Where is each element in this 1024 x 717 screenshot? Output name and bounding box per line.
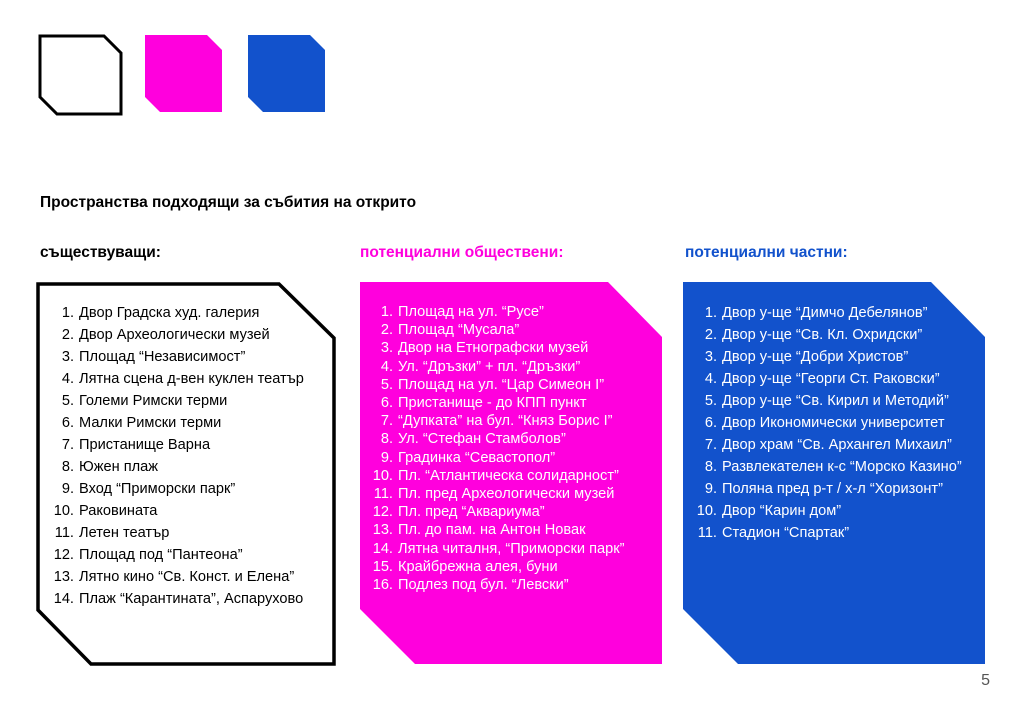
- list-item: [692, 500, 962, 522]
- blue-swatch: [248, 35, 326, 112]
- list-item: [692, 456, 962, 478]
- list-item-number: 4.: [380, 358, 393, 375]
- list-item: [50, 500, 304, 522]
- list-item-number: 11.: [54, 525, 74, 541]
- list-item-number: 3.: [380, 340, 393, 357]
- list-item: [368, 339, 625, 357]
- list-item-label: Южен плаж: [79, 459, 159, 475]
- list-item-label: Раковината: [79, 503, 158, 519]
- list-item-number: 9.: [61, 481, 74, 497]
- list-item-label: Двор у-ще “Димчо Дебелянов”: [722, 305, 928, 321]
- list-item: [368, 485, 625, 503]
- list-item-label: Двор у-ще “Св. Кл. Охридски”: [722, 327, 923, 343]
- list-item-label: Площад “Независимост”: [79, 349, 246, 365]
- list-item: [50, 456, 304, 478]
- list-item-number: 5.: [61, 393, 74, 409]
- list-item-number: 5.: [380, 376, 393, 393]
- page-heading: Пространства подходящи за събития на открито: [40, 194, 417, 211]
- list-item-number: 2.: [704, 327, 717, 343]
- list-item: [50, 412, 304, 434]
- list-item-number: 11.: [697, 525, 717, 541]
- list-item-number: 13.: [53, 569, 74, 585]
- list-item-number: 6.: [61, 415, 74, 431]
- existing-title: съществуващи:: [40, 244, 161, 261]
- list-item-label: Площад “Мусала”: [398, 322, 520, 339]
- list-item: [692, 368, 962, 390]
- private-list: [692, 302, 962, 544]
- list-item-label: Подлез под бул. “Левски”: [398, 577, 569, 594]
- existing-list: [50, 302, 304, 610]
- list-item: [50, 390, 304, 412]
- list-item: [50, 478, 304, 500]
- list-item-label: Ул. “Дръзки” + пл. “Дръзки”: [398, 358, 581, 375]
- list-item-number: 9.: [704, 481, 717, 497]
- list-item-label: Летен театър: [79, 525, 170, 541]
- list-item: [50, 434, 304, 456]
- list-item: [692, 434, 962, 456]
- list-item-number: 10.: [53, 503, 74, 519]
- list-item: [368, 467, 625, 485]
- list-item-label: Пл. “Атлантическа солидарност”: [398, 467, 619, 484]
- list-item-number: 7.: [61, 437, 74, 453]
- list-item: [368, 303, 625, 321]
- list-item: [368, 503, 625, 521]
- list-item-number: 3.: [61, 349, 74, 365]
- list-item-number: 8.: [380, 431, 393, 448]
- list-item: [368, 412, 625, 430]
- list-item-number: 4.: [704, 371, 717, 387]
- list-item-label: Поляна пред р-т / х-л “Хоризонт”: [722, 481, 943, 497]
- list-item-number: 2.: [61, 327, 74, 343]
- list-item: [50, 368, 304, 390]
- list-item: [50, 588, 304, 610]
- list-item-label: Вход “Приморски парк”: [79, 481, 236, 497]
- list-item-label: Градинка “Севастопол”: [398, 449, 556, 466]
- list-item-number: 7.: [704, 437, 717, 453]
- list-item-number: 14.: [53, 591, 74, 607]
- list-item-number: 1.: [61, 305, 74, 321]
- list-item-label: Двор храм “Св. Архангел Михаил”: [722, 437, 952, 453]
- list-item-label: Крайбрежна алея, буни: [398, 558, 558, 575]
- list-item-label: Пл. до пам. на Антон Новак: [398, 522, 586, 539]
- list-item-number: 3.: [704, 349, 717, 365]
- list-item-label: Пл. пред Археологически музей: [398, 486, 615, 503]
- list-item-number: 1.: [704, 305, 717, 321]
- list-item: [368, 394, 625, 412]
- list-item-number: 12.: [53, 547, 74, 563]
- list-item-label: Лятно кино “Св. Конст. и Елена”: [79, 569, 295, 585]
- list-item: [692, 522, 962, 544]
- list-item-label: Двор на Етнографски музей: [398, 340, 589, 357]
- magenta-swatch: [145, 35, 223, 112]
- list-item-number: 8.: [61, 459, 74, 475]
- list-item-number: 16.: [372, 577, 393, 594]
- list-item-label: Плаж “Карантината”, Аспарухово: [79, 591, 304, 607]
- list-item-label: Пристанище Варна: [79, 437, 211, 453]
- list-item-number: 6.: [380, 395, 393, 412]
- list-item-number: 5.: [704, 393, 717, 409]
- public-list: [368, 303, 625, 594]
- list-item: [368, 449, 625, 467]
- list-item-label: Големи Римски терми: [79, 393, 228, 409]
- list-item-number: 6.: [704, 415, 717, 431]
- list-item-label: Площад на ул. “Русе”: [398, 304, 544, 320]
- list-item: [368, 430, 625, 448]
- list-item-number: 7.: [380, 413, 393, 430]
- list-item-number: 15.: [372, 558, 393, 575]
- list-item-label: Двор Археологически музей: [79, 327, 270, 343]
- list-item: [692, 412, 962, 434]
- list-item: [50, 346, 304, 368]
- list-item: [368, 521, 625, 539]
- list-item-number: 2.: [380, 322, 393, 339]
- list-item-label: Пл. пред “Аквариума”: [398, 504, 545, 521]
- list-item-number: 1.: [380, 304, 393, 320]
- list-item: [368, 540, 625, 558]
- list-item: [50, 302, 304, 324]
- black-outline-swatch: [38, 34, 124, 116]
- list-item: [50, 544, 304, 566]
- list-item-label: Двор у-ще “Св. Кирил и Методий”: [722, 393, 949, 409]
- list-item-label: Площад под “Пантеона”: [79, 547, 243, 563]
- list-item: [692, 346, 962, 368]
- list-item: [368, 376, 625, 394]
- list-item-label: Лятна читалня, “Приморски парк”: [398, 540, 625, 557]
- list-item: [368, 321, 625, 339]
- list-item: [50, 324, 304, 346]
- list-item-label: “Дупката” на бул. “Княз Борис I”: [398, 413, 613, 430]
- private-title: потенциални частни:: [685, 244, 848, 261]
- list-item: [692, 302, 962, 324]
- list-item-label: Развлекателен к-с “Морско Казино”: [722, 459, 962, 475]
- public-title: потенциални обществени:: [360, 244, 564, 261]
- list-item-label: Малки Римски терми: [79, 415, 222, 431]
- list-item-number: 10.: [696, 503, 717, 519]
- list-item: [50, 522, 304, 544]
- list-item: [368, 358, 625, 376]
- list-item-number: 8.: [704, 459, 717, 475]
- list-item-label: Двор “Карин дом”: [722, 503, 842, 519]
- list-item: [692, 324, 962, 346]
- list-item-label: Двор у-ще “Георги Ст. Раковски”: [722, 371, 940, 387]
- list-item-number: 11.: [373, 486, 393, 503]
- list-item-label: Пристанище - до КПП пункт: [398, 395, 587, 412]
- list-item: [692, 390, 962, 412]
- list-item: [692, 478, 962, 500]
- list-item-label: Ул. “Стефан Стамболов”: [398, 431, 566, 448]
- list-item-label: Площад на ул. “Цар Симеон I”: [398, 376, 605, 393]
- list-item-label: Двор Икономически университет: [722, 415, 945, 431]
- list-item-label: Стадион “Спартак”: [722, 525, 850, 541]
- list-item-label: Двор Градска худ. галерия: [79, 305, 260, 321]
- list-item-number: 14.: [372, 540, 393, 557]
- list-item-number: 13.: [372, 522, 393, 539]
- list-item-label: Двор у-ще “Добри Христов”: [722, 349, 909, 365]
- list-item-number: 12.: [372, 504, 393, 521]
- list-item: [50, 566, 304, 588]
- list-item: [368, 576, 625, 594]
- list-item-number: 9.: [380, 449, 393, 466]
- list-item-label: Лятна сцена д-вен куклен театър: [79, 371, 304, 387]
- list-item-number: 4.: [61, 371, 74, 387]
- list-item-number: 10.: [372, 467, 393, 484]
- list-item: [368, 558, 625, 576]
- page-number: 5: [981, 672, 990, 689]
